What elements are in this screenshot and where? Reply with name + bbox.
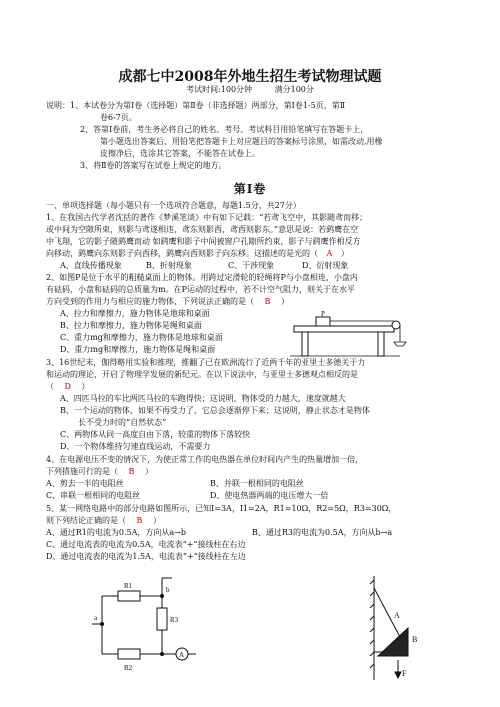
r3-label: R3 bbox=[170, 616, 179, 624]
q3-line: 3、16世纪末，伽得略用实验和推理，推翻了已在欧洲流行了近两千年的亚里士多德关于力 bbox=[46, 358, 366, 367]
q3-option-cont: 长不受力时的“自然状态” bbox=[78, 418, 167, 427]
q2-option: D、重力mg和摩擦力，施力物体是绳和桌面 bbox=[60, 345, 216, 354]
force-arrow-icon bbox=[395, 672, 401, 678]
instruction-line: 卷6-7页。 bbox=[100, 113, 137, 122]
q1-option: A、直线传播现象 bbox=[60, 261, 122, 270]
section-heading: 第Ⅰ卷 bbox=[233, 182, 267, 196]
q1-close: ） bbox=[340, 249, 349, 258]
q2-fig-label: P bbox=[321, 310, 325, 318]
q1-option: D、衍射现象 bbox=[302, 261, 349, 270]
q3-line-answer bbox=[46, 382, 90, 392]
q4-line: 4、在电源电压不变的情况下，为使正常工作的电热器在单位时间内产生的热量增加一倍， bbox=[46, 455, 364, 464]
r1-resistor bbox=[118, 591, 140, 601]
label-a: A bbox=[394, 611, 400, 620]
q2-line-last bbox=[46, 297, 289, 307]
q2-option: B、拉力和摩擦力，施力物体是绳和桌面 bbox=[60, 321, 202, 330]
node-b-label: b bbox=[166, 586, 170, 594]
part-heading: 一、单项选择题（每小题只有一个选项符合题意，每题1.5分，共27分） bbox=[46, 201, 301, 210]
q2-table-pulley-figure bbox=[290, 308, 410, 360]
pan-icon bbox=[394, 342, 406, 346]
exam-meta bbox=[0, 84, 500, 95]
q2-line: 有砝码，小盘和砝码的总质量为m。在P运动的过程中，若不计空气阻力，则关于在水平 bbox=[46, 285, 355, 294]
q5-option: D、通过电流表的电流为1.5A，电流表“+”接线柱在左边 bbox=[46, 552, 246, 561]
q2-stem-end: 方向受到的作用力与相应的施力物体，下列说法正确的是（ bbox=[46, 297, 254, 306]
q1-line: 或中间为空隙所束，则影与鸢遂相违，鸢东则影西，鸢西则影东。”意思是说：若鹞鹰在空 bbox=[46, 225, 359, 234]
q5-option: A、通过R1的电流为0.5A，方向从a→b bbox=[46, 528, 186, 537]
q1-line: 1、在我国古代学者沈括的著作《梦溪笔谈》中有如下记载：“若鸢飞空中，其影随鸢而移； bbox=[46, 213, 368, 222]
q2-line: 2、如图P是位于水平的粗糙桌面上的物体。用跨过定滑轮的轻绳将P与小盘相连，小盘内 bbox=[46, 273, 358, 282]
q3-line: 和运动的理论，开启了物理学发展的新纪元。在以下说法中，与亚里士多德观点相反的是 bbox=[46, 370, 358, 379]
block-b bbox=[378, 628, 408, 656]
q4-option: D、使电热器两端的电压增大一倍 bbox=[210, 491, 329, 500]
instruction-line: 说明：1、本试卷分为第Ⅰ卷（选择题）第Ⅱ卷（非选择题）两部分，第Ⅰ卷1-5页，第Ⅱ bbox=[46, 101, 346, 110]
q6-wedge-figure bbox=[368, 572, 438, 684]
q4-answer: B bbox=[128, 467, 135, 476]
q3-option: D、一个物体维持匀速直线运动，不需要力 bbox=[60, 442, 211, 451]
q3-open: （ bbox=[46, 382, 54, 391]
q1-line-last bbox=[46, 249, 349, 259]
q2-answer: B bbox=[264, 297, 271, 306]
q4-option: A、剪去一半的电阻丝 bbox=[46, 479, 124, 488]
r2-label: R2 bbox=[124, 664, 133, 672]
q1-answer: A bbox=[326, 249, 333, 258]
q5-line-last bbox=[46, 516, 161, 526]
ammeter-label: A bbox=[179, 651, 185, 659]
q2-close: ） bbox=[280, 297, 289, 306]
q3-close: ） bbox=[81, 382, 90, 391]
q3-option: B、一个运动的物体，如果不再受力了，它总会逐渐停下来；这说明，静止状态才是物体 bbox=[60, 406, 370, 415]
q1-option: B、折射现象 bbox=[146, 261, 192, 270]
q4-line-last bbox=[46, 467, 153, 477]
instruction-line: 3、将Ⅱ卷的答案写在试卷上规定的地方。 bbox=[80, 161, 227, 170]
exam-title: 成都七中2008年外地生招生考试物理试题 bbox=[118, 69, 382, 85]
instruction-line: 第小题选出答案后，用铅笔把答题卡上对应题目的答案标号涂黑，如需改动,用橡 bbox=[100, 137, 383, 146]
q3-answer: D bbox=[64, 382, 71, 391]
q4-option: C、串联一根相同的电阻丝 bbox=[46, 491, 141, 500]
q5-line: 5、某一网络电路中的部分电路如图所示，已知I=3A，I1=2A，R1=10Ω，R2=5Ω，R3=30Ω， bbox=[46, 504, 397, 513]
q5-answer: B bbox=[136, 516, 143, 525]
q1-line: 中飞翔，它的影子随鹞鹰而动 如鹞鹰和影子中间被窗户孔隙所约束，影子与鹞鹰作相反方 bbox=[46, 237, 361, 246]
q1-stem-end: 向移动，鹞鹰向东则影子向西移，鹞鹰向西则影子向东移。这描述的是光的（ bbox=[46, 249, 318, 258]
q5-circuit-figure bbox=[88, 568, 198, 686]
exam-time: 考试时间:100分钟 bbox=[186, 85, 253, 94]
q1-option: C、干涉现象 bbox=[228, 261, 275, 270]
pulley-icon bbox=[392, 321, 400, 329]
r1-label: R1 bbox=[124, 582, 133, 590]
q2-option: C、重力mg和摩擦力，施力物体是地球和桌面 bbox=[60, 333, 223, 342]
block-p bbox=[316, 317, 330, 326]
instruction-line: 2、答第Ⅰ卷前，考生务必将自己的姓名、考号、考试科目用铅笔填写在答题卡上， bbox=[80, 125, 369, 134]
q2-option: A、拉力和摩擦力，施力物体是地球和桌面 bbox=[60, 309, 210, 318]
q5-option: B、通过R3的电流为0.5A，方向从b→a bbox=[252, 528, 393, 537]
label-f: F bbox=[402, 669, 407, 678]
q4-option: B、并联一根相同的电阻丝 bbox=[210, 479, 304, 488]
q5-option: C、通过电流表的电流为0.5A，电流表“+”接线柱在右边 bbox=[46, 540, 246, 549]
q4-close: ） bbox=[144, 467, 153, 476]
q5-stem-end: 则下列结论正确的是（ bbox=[46, 516, 126, 525]
q4-stem-end: 下列措施可行的是（ bbox=[46, 467, 118, 476]
r3-resistor bbox=[157, 608, 167, 630]
label-b: B bbox=[412, 635, 418, 644]
q5-close: ） bbox=[152, 516, 161, 525]
r2-resistor bbox=[118, 649, 140, 659]
q3-option: C、两物体从同一高度自由下落，较重的物体下落较快 bbox=[60, 430, 251, 439]
q3-option: A、四匹马拉的车比两匹马拉的车跑得快；这说明，物体受的力越大，速度就越大 bbox=[60, 394, 346, 403]
node-a-label: a bbox=[94, 614, 98, 622]
instruction-line: 皮擦净后，选涂其它答案，不能答在试卷上。 bbox=[100, 149, 260, 158]
exam-score: 满分100分 bbox=[274, 85, 314, 94]
